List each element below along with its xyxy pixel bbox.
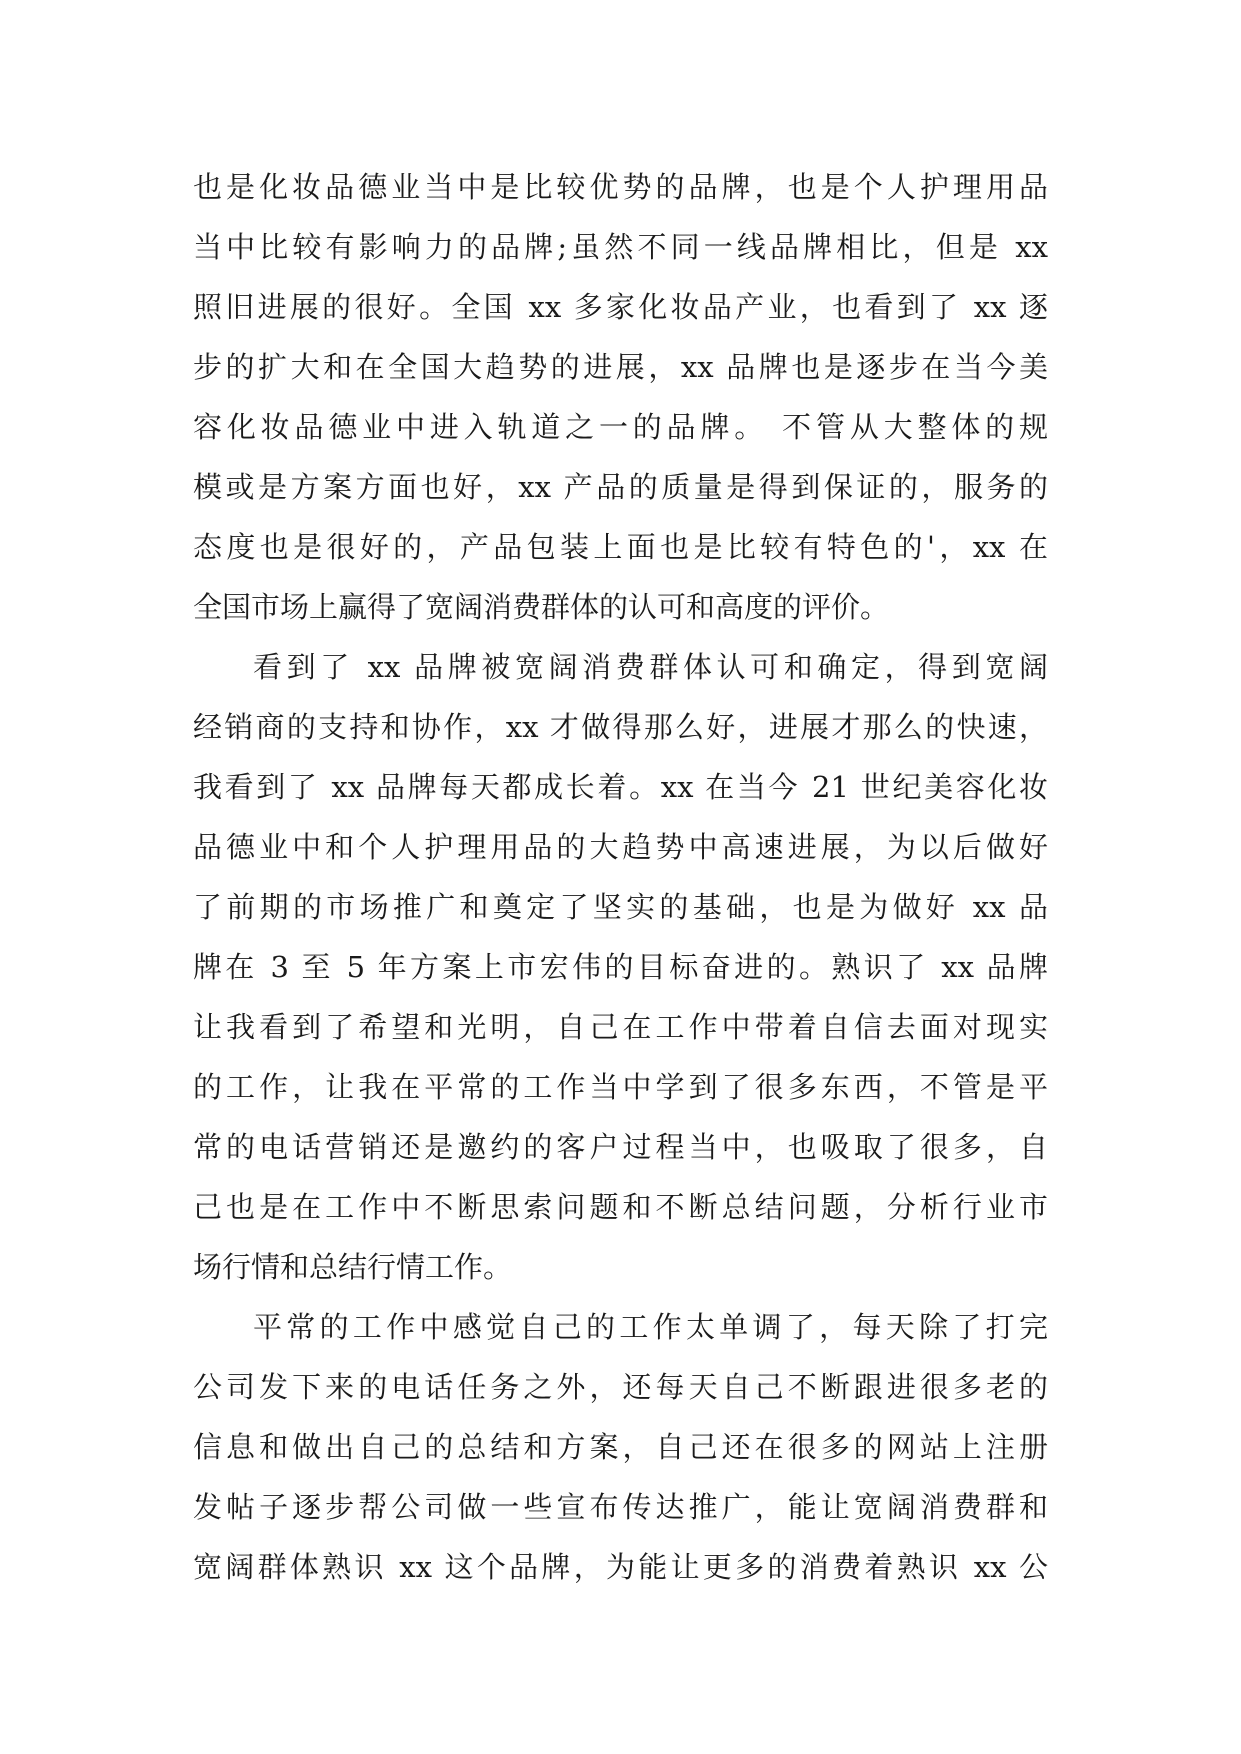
text-line: 牌在 3 至 5 年方案上市宏伟的目标奋进的。熟识了 xx 品牌 (193, 950, 1048, 984)
text-line: 看到了 xx 品牌被宽阔消费群体认可和确定，得到宽阔 (253, 650, 1048, 684)
text-line: 让我看到了希望和光明，自己在工作中带着自信去面对现实 (193, 1010, 1048, 1044)
text-line: 品德业中和个人护理用品的大趋势中高速进展，为以后做好 (193, 830, 1048, 864)
text-line: 己也是在工作中不断思索问题和不断总结问题，分析行业市 (193, 1190, 1048, 1224)
text-line: 当中比较有影响力的品牌;虽然不同一线品牌相比，但是 xx (193, 230, 1048, 264)
text-line: 步的扩大和在全国大趋势的进展，xx 品牌也是逐步在当今美 (193, 350, 1048, 384)
text-line: 平常的工作中感觉自己的工作太单调了，每天除了打完 (253, 1310, 1048, 1344)
paragraph-2 (193, 637, 1048, 1297)
text-line: 常的电话营销还是邀约的客户过程当中，也吸取了很多，自 (193, 1130, 1048, 1164)
text-line: 发帖子逐步帮公司做一些宣布传达推广，能让宽阔消费群和 (193, 1490, 1048, 1524)
text-line: 态度也是很好的，产品包装上面也是比较有特色的'，xx 在 (193, 530, 1048, 564)
text-line: 场行情和总结行情工作。 (193, 1250, 513, 1284)
text-line: 的工作，让我在平常的工作当中学到了很多东西，不管是平 (193, 1070, 1048, 1104)
text-line: 照旧进展的很好。全国 xx 多家化妆品产业，也看到了 xx 逐 (193, 290, 1048, 324)
text-line: 全国市场上赢得了宽阔消费群体的认可和高度的评价。 (193, 590, 890, 624)
text-line: 信息和做出自己的总结和方案，自己还在很多的网站上注册 (193, 1430, 1048, 1464)
text-line: 经销商的支持和协作，xx 才做得那么好，进展才那么的快速， (193, 710, 1048, 744)
paragraph-3 (193, 1297, 1048, 1597)
text-line: 也是化妆品德业当中是比较优势的品牌，也是个人护理用品 (193, 170, 1048, 204)
text-line: 模或是方案方面也好，xx 产品的质量是得到保证的，服务的 (193, 470, 1048, 504)
document-body (193, 157, 1048, 1597)
paragraph-1 (193, 157, 1048, 637)
text-line: 公司发下来的电话任务之外，还每天自己不断跟进很多老的 (193, 1370, 1048, 1404)
text-line: 容化妆品德业中进入轨道之一的品牌。 不管从大整体的规 (193, 410, 1048, 444)
text-line: 了前期的市场推广和奠定了坚实的基础，也是为做好 xx 品 (193, 890, 1048, 924)
text-line: 我看到了 xx 品牌每天都成长着。xx 在当今 21 世纪美容化妆 (193, 770, 1048, 804)
text-line: 宽阔群体熟识 xx 这个品牌，为能让更多的消费着熟识 xx 公 (193, 1550, 1048, 1584)
